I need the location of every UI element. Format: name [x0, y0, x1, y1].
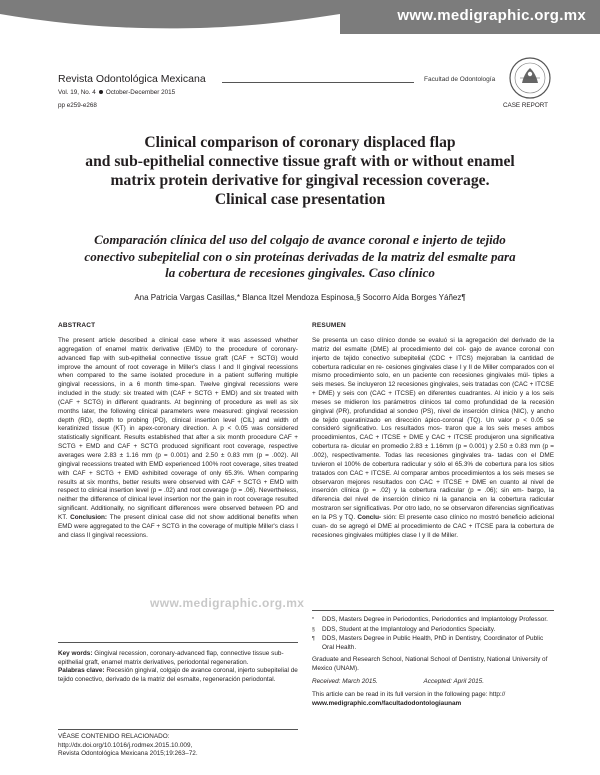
abstract-line: 65.3%. When comparing results at six months, better results were — [58, 469, 299, 486]
abstract-line: level (p = .02) and root coverage (p = .06). Nevertheless, neither — [58, 487, 298, 504]
page-range: pp e259-e268 — [58, 102, 97, 109]
accepted-date: Accepted: April 2015. — [423, 677, 485, 685]
abstract-line: width of keratinized tissue (KT) in apex-coronary direction. A p < — [58, 416, 298, 433]
institution: Graduate and Research School, National School of Dentistry, National University of Mexico (UNAM). — [312, 656, 548, 672]
keywords-english — [58, 650, 298, 667]
abstract-line: to the procedure of coronary-advanced flap with sub-epithelial — [58, 345, 299, 362]
resumen-line: mejores resultados con CAC + ITCSE + DME en cuanto al nivel de — [347, 478, 554, 486]
abstract-line: quadrants. At beginning of procedure as well as six months later, — [58, 398, 299, 415]
abstract-paragraph — [58, 337, 298, 540]
abstract-line: recessions treated with EMD experienced 100% root coverage, — [81, 460, 262, 468]
resumen-line: (p = .002), respectivamente. Todas las recesiones gingivales tra- — [312, 443, 554, 459]
abstract-line: assessed whether aggregation of enamel matrix derivative (EMD) — [58, 337, 298, 353]
resumen-line: la cobertura radicular mostraron ser significativas. Por otro lado, — [312, 496, 555, 513]
related-divider — [58, 729, 298, 730]
resumen-conclusion-label: Conclu- — [357, 513, 382, 521]
unam-seal-icon — [508, 56, 552, 100]
abstract-line: The present article described a clinical case where it was — [58, 337, 241, 344]
abstract-conclusion-label: Conclusion: — [70, 513, 108, 521]
resumen-line: traron que a los seis meses ambos procedimientos, CAC + ITCSE — [312, 425, 554, 442]
faculty-name: Facultad de Odontología — [424, 76, 496, 83]
keywords-label: Key words: — [58, 650, 93, 657]
abstract-line: gingival recessions were included in the study: six treated with (CAF — [58, 381, 299, 398]
resumen-line: inserción clínica (p = .02) y la cobertura radicular (p = .06); sin em- — [312, 487, 524, 495]
abstract-line: 0.05 was considered statistically significant. Results established that — [58, 425, 299, 442]
article-title — [40, 133, 560, 209]
resumen-line: diferentes cuadrantes. Al inicio y a los seis meses se midieron los — [312, 390, 554, 406]
related-citation: Revista Odontológica Mexicana 2015;19:263–72. — [58, 750, 198, 758]
abstract-line: the difference of clinical level insertion nor the gain in root coverage — [79, 496, 274, 504]
abstract-line: resulted significant. Additionally, no significant differences were — [58, 496, 298, 513]
abstract-line: multiple gingival recessions, in a 6 month time-span. Twelve — [58, 372, 299, 389]
resumen-line: parámetros clínicos tal como profundidad de la recesión gingival — [312, 398, 554, 415]
resumen-line: tadas con el DME tuvieron el 100% de cobertura radicular y sólo el — [312, 451, 554, 468]
resumen-line: 65.3% de cobertura para los sitios tratados con CAC + ITCSE. Al — [312, 460, 555, 477]
abstract-line: produced significant root coverage, respective averages were 2.83 — [58, 443, 298, 459]
abstract-heading: ABSTRACT — [58, 322, 96, 329]
resumen-conclusion-line: El presente caso clínico no mostró beneficio adicional cuan- — [312, 513, 555, 530]
article-subtitle — [58, 232, 542, 282]
affiliation-item — [312, 616, 554, 625]
related-heading: VÉASE CONTENIDO RELACIONADO: — [58, 733, 170, 740]
keywords-spanish — [58, 667, 298, 684]
resumen-line: y ancho de tejido queratinizado en dirección ápico-coronal (TQ). — [312, 407, 554, 424]
affiliation-item — [312, 626, 554, 635]
subtitle-line: la cobertura de recesiones gingivales. Caso clínico — [165, 265, 435, 280]
fulltext-link[interactable]: www.medigraphic.com/facultadodontologiaunam — [312, 699, 462, 707]
volume: Vol. 19, No. 4 — [58, 89, 96, 96]
abstract-line: + SCTG + EMD) and six treated with (CAF + SCTG) in different — [58, 390, 298, 406]
volume-line — [58, 89, 175, 96]
resumen-line: procedimiento solo, en un paciente con recesiones gingivales múl- — [333, 372, 530, 380]
resumen-line: dicular en promedio 2.83 ± 1.16mm (p = 0.001) y 2.50 ± 0.83 mm — [351, 443, 541, 451]
resumen-line: (CDC + ITCS) mejoraban la cantidad de cobertura radicular en re- — [312, 354, 554, 371]
abstract-line: observed between PD and KT. — [58, 505, 298, 521]
resumen-conclusion-line: do se agregó el DME al procedimiento de CAC + ITCSE para la — [330, 522, 516, 530]
title-line: Clinical comparison of coronary displaced flap — [144, 134, 456, 151]
subtitle-line: Comparación clínica del uso del colgajo de avance coronal e injerto de tejido — [94, 232, 506, 247]
article-type: CASE REPORT — [502, 102, 548, 109]
received-date: Received: March 2015. — [312, 677, 378, 685]
fulltext-note — [312, 691, 554, 708]
abstract-line: connective tissue graft (CAF + SCTG) would improve the amount — [58, 354, 299, 371]
title-line: Clinical case presentation — [214, 191, 386, 208]
palabras-clave-text: Recesión gingival, colgajo de avance coronal, injerto subepitelial de tejido conectivo, derivado de la matriz del esmalte, regeneración periodontal. — [58, 667, 298, 683]
keywords-divider — [58, 642, 298, 643]
resumen-line: + DME y CAC + ITCSE produjeron una significativa cobertura ra- — [312, 434, 554, 451]
dates-line — [312, 678, 554, 687]
abstract-body — [58, 337, 298, 540]
resumen-line: cesiones gingivales clase I y II de Miller comparados con el mismo — [312, 363, 554, 380]
abstract-conclusion-line: case did not show additional benefits when EMD were aggregated — [58, 513, 298, 530]
affiliation-mark: § — [312, 626, 315, 633]
abstract-conclusion-line: class II gingival recessions. — [70, 531, 148, 539]
abstract-conclusion-line: to the CAF + SCTG in the coverage of multiple Miller's class I and — [58, 522, 298, 539]
resumen-line: comparar ambos procedimientos a los seis meses se observaron — [312, 469, 555, 486]
abstract-line: the following clinical parameters were measured: gingival recession — [98, 407, 298, 415]
resumen-line: bargo, la diferencia del nivel de inserción clínico ni la ganancia en — [312, 487, 555, 504]
title-line: matrix protein derivative for gingival recession coverage. — [110, 172, 490, 189]
resumen-line: derivado de la matriz del esmalte (DME) al procedimiento del col- — [312, 337, 555, 353]
site-url-link[interactable]: www.medigraphic.org.mx — [397, 7, 586, 24]
top-banner — [0, 0, 600, 34]
affiliation-mark: * — [312, 617, 314, 623]
resumen-conclusion-line: sión: — [383, 513, 397, 521]
affiliation-mark: ¶ — [312, 636, 315, 643]
journal-name: Revista Odontológica Mexicana — [58, 73, 206, 85]
title-line: and sub-epithelial connective tissue graft with or without enamel — [85, 153, 515, 170]
resumen-line: tratadas con (CAC + ITCSE + DME) y seis con (CAC + ITCSE) en — [312, 381, 554, 398]
abstract-line: of root coverage in Miller's class I and II gingival recessions when — [58, 363, 299, 380]
author-list: Ana Patricia Vargas Casillas,* Blanca Itzel Mendoza Espinosa,§ Socorro Aída Borges Yáñez¶ — [134, 293, 466, 302]
affiliation-text: DDS, Masters Degree in Periodontics, Periodontics and Implantology Professor. — [322, 616, 548, 623]
resumen-line: gajo de avance coronal con injerto de tejido conectivo subepitelial — [312, 345, 554, 362]
resumen-line: tiples a seis meses. Se incluyeron 12 recesiones gingivales, seis — [312, 372, 555, 389]
resumen-line: no se observaron diferencias significativas en la PS y TQ. — [312, 505, 554, 521]
issue-date: October-December 2015 — [105, 89, 176, 96]
affiliations-divider — [312, 610, 554, 611]
watermark: www.medigraphic.org.mx — [150, 596, 305, 610]
subtitle-line: conectivo subepitelial con o sin proteínas derivadas de la matriz del esmalte para — [84, 248, 516, 264]
palabras-clave-label: Palabras clave: — [58, 667, 105, 675]
abstract-conclusion-line: The present clinical — [109, 513, 168, 521]
affiliation-item — [312, 635, 554, 652]
related-doi-link[interactable]: http://dx.doi.org/10.1016/j.rodmex.2015.10.009, — [58, 741, 193, 749]
abstract-line: ± 1.16 mm (p = 0.001) and 2.50 ± 0.83 mm (p = .002). All gingival — [58, 451, 298, 468]
resumen-heading: RESUMEN — [312, 322, 346, 329]
resumen-body — [312, 337, 554, 540]
related-content — [58, 733, 298, 759]
abstract-line: compared to the same isolated procedure in a patient suffering — [77, 372, 273, 380]
resumen-line: (PR), profundidad al sondeo (PS), nivel de inserción clínica (NIC), — [336, 407, 529, 415]
header-divider — [222, 82, 414, 83]
keywords-text: Gingival recession, coronary-advanced flap, connective tissue sub-epithelial graft, enamel matrix derivatives, periodontal regeneration. — [58, 650, 284, 666]
resumen-line: Un valor p < 0.05 se consideró significativo. Los resultados mos- — [312, 416, 554, 433]
abstract-line: depth (RD), depth to probing (PD), clinical insertion level (CIL) and — [58, 416, 270, 424]
abstract-line: after a six month procedure CAF + SCTG + EMD and CAF + SCTG — [58, 434, 299, 451]
resumen-line: Se presenta un caso clínico donde se evaluó si la agregación del — [312, 337, 509, 344]
abstract-line: sites treated with CAF + SCTG + EMD exhibited coverage of only — [58, 460, 298, 477]
affiliation-text: DDS, Masters Degree in Public Health, PhD in Dentistry, Coordinator of Public Oral Health. — [322, 635, 544, 651]
bullet-icon — [99, 90, 103, 94]
affiliations-block — [312, 616, 554, 708]
affiliation-text: DDS, Student at the Implantology and Periodontics Specialty. — [322, 625, 496, 633]
resumen-paragraph — [312, 337, 554, 540]
keywords-block — [58, 650, 298, 684]
resumen-conclusion-line: cobertura de recesiones gingivales múltiples clase I y II de Miller. — [312, 522, 555, 539]
abstract-line: observed with CAF + SCTG + EMD with respect to clinical insertion — [58, 478, 298, 495]
fulltext-text: This article can be read in its full version in the following page: http:// — [312, 691, 506, 699]
